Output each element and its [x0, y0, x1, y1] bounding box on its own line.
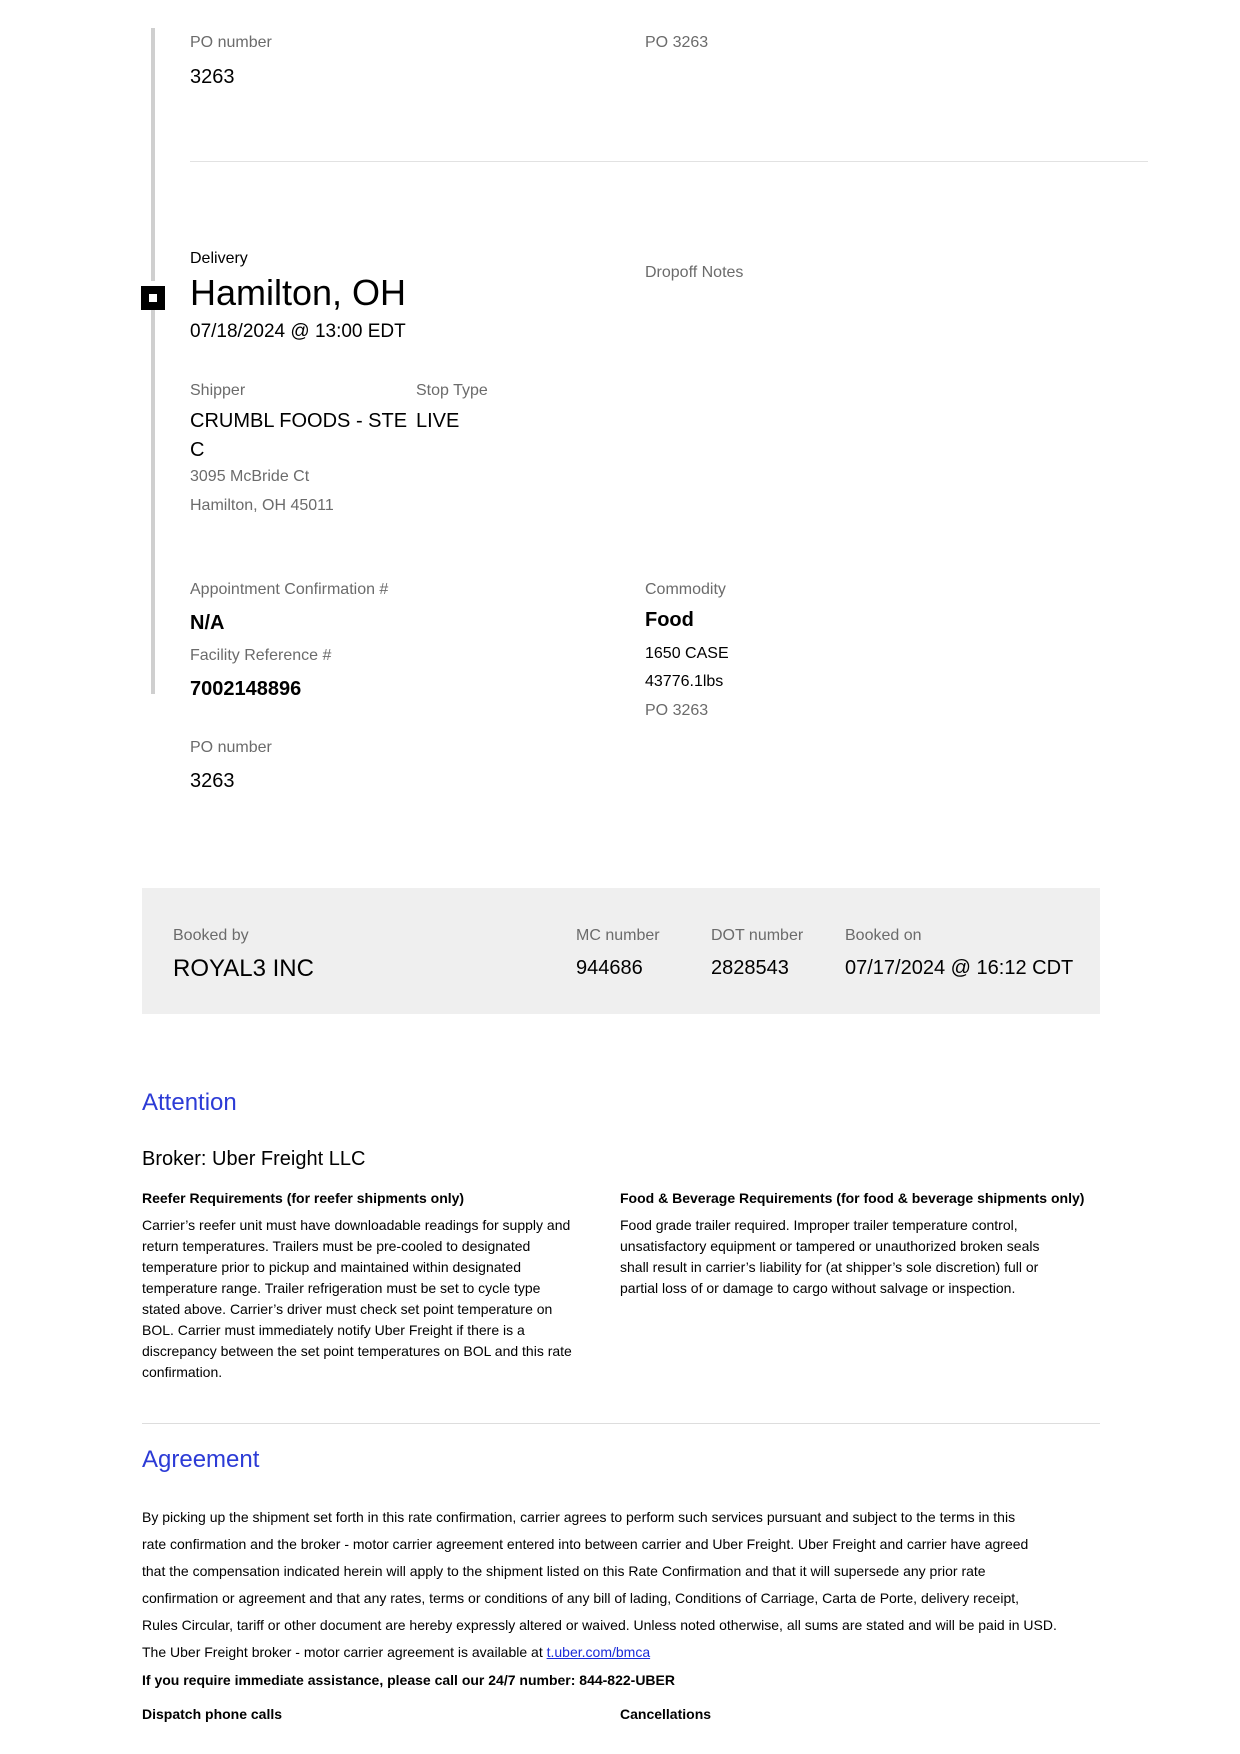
delivery-city: Hamilton, OH: [190, 272, 407, 313]
text-line: discrepancy between the set point temperatures on BOL and this rate: [142, 1343, 572, 1359]
cancellations-title: Cancellations: [620, 1706, 712, 1722]
mc-number-value: 944686: [576, 957, 643, 979]
text-line: that the compensation indicated herein will apply to the shipment listed on this Rate Confirmation and that it will supersede any prior rate: [142, 1563, 986, 1579]
broker-name: Broker: Uber Freight LLC: [142, 1148, 366, 1170]
divider: [190, 161, 1148, 162]
booking-panel: [142, 888, 1100, 1014]
po-number-label: PO number: [190, 739, 272, 756]
agreement-text: [142, 1504, 1102, 1666]
dispatch-calls-title: Dispatch phone calls: [142, 1706, 283, 1722]
shipper-name-line: C: [190, 439, 205, 461]
appointment-value: N/A: [190, 612, 225, 634]
agreement-link-prefix: The Uber Freight broker - motor carrier agreement is available at: [142, 1644, 547, 1660]
booked-on-value: 07/17/2024 @ 16:12 CDT: [845, 957, 1074, 979]
appointment-label: Appointment Confirmation #: [190, 581, 389, 598]
commodity-po: PO 3263: [645, 702, 709, 719]
facility-reference-value: 7002148896: [190, 678, 302, 700]
timeline-line: [151, 307, 155, 694]
timeline-line: [151, 28, 155, 281]
booked-on-label: Booked on: [845, 927, 922, 944]
commodity-value: Food: [645, 609, 694, 631]
text-line: By picking up the shipment set forth in this rate confirmation, carrier agrees to perform such services pursuant and subject to the terms in this: [142, 1509, 1016, 1525]
facility-reference-label: Facility Reference #: [190, 647, 332, 664]
text-line: Carrier’s reefer unit must have downloadable readings for supply and: [142, 1217, 571, 1233]
po-reference: PO 3263: [645, 34, 709, 51]
text-line: rate confirmation and the broker - motor carrier agreement entered into between carrier and Uber Freight. Uber Freight and carrier have agreed: [142, 1536, 1029, 1552]
bmca-link[interactable]: t.uber.com/bmca: [546, 1644, 651, 1660]
po-number-value: 3263: [190, 66, 235, 88]
attention-title: Attention: [142, 1089, 237, 1116]
stop-type-value: LIVE: [416, 410, 460, 432]
text-line: temperature range. Trailer refrigeration must be set to cycle type: [142, 1280, 541, 1296]
text-line: partial loss of or damage to cargo without salvage or inspection.: [620, 1280, 1016, 1296]
text-line: temperature prior to pickup and maintained within designated: [142, 1259, 522, 1275]
shipper-address-line2: Hamilton, OH 45011: [190, 497, 334, 514]
text-line: stated above. Carrier’s driver must check set point temperature on: [142, 1301, 553, 1317]
dropoff-notes-label: Dropoff Notes: [645, 264, 744, 281]
food-requirements-title: Food & Beverage Requirements (for food & beverage shipments only): [620, 1190, 1085, 1206]
text-line: Food grade trailer required. Improper trailer temperature control,: [620, 1217, 1018, 1233]
mc-number-label: MC number: [576, 927, 660, 944]
text-line: Rules Circular, tariff or other document are hereby expressly altered or waived. Unless noted otherwise, all sums are stated and will be paid in USD.: [142, 1617, 1057, 1633]
shipper-address-line1: 3095 McBride Ct: [190, 468, 310, 485]
shipper-name: [190, 410, 407, 462]
commodity-label: Commodity: [645, 581, 726, 598]
po-number-label: PO number: [190, 34, 272, 51]
divider: [142, 1423, 1100, 1424]
text-line: shall result in carrier’s liability for (at shipper’s sole discretion) full or: [620, 1259, 1039, 1275]
text-line: [142, 1639, 1102, 1666]
reefer-requirements-text: [142, 1215, 612, 1383]
stop-type-heading: Delivery: [190, 250, 248, 267]
agreement-title: Agreement: [142, 1446, 260, 1473]
text-line: confirmation.: [142, 1364, 223, 1380]
text-line: confirmation or agreement and that any rates, terms or conditions of any bill of lading, Conditions of Carriage, Carta de Porte, delivery receipt,: [142, 1590, 1020, 1606]
dot-number-label: DOT number: [711, 927, 804, 944]
text-line: unsatisfactory equipment or tampered or unauthorized broken seals: [620, 1238, 1040, 1254]
shipper-label: Shipper: [190, 382, 246, 399]
text-line: return temperatures. Trailers must be pre-cooled to designated: [142, 1238, 531, 1254]
stop-marker-icon: [141, 286, 165, 310]
assistance-note: If you require immediate assistance, please call our 24/7 number: 844-822-UBER: [142, 1672, 675, 1688]
booked-by-label: Booked by: [173, 927, 249, 944]
stop-type-label: Stop Type: [416, 382, 488, 399]
commodity-weight: 43776.1lbs: [645, 673, 724, 690]
po-number-value: 3263: [190, 770, 235, 792]
text-line: BOL. Carrier must immediately notify Uber Freight if there is a: [142, 1322, 525, 1338]
food-requirements-text: [620, 1215, 1100, 1299]
shipper-name-line: CRUMBL FOODS - STE: [190, 410, 408, 432]
delivery-datetime: 07/18/2024 @ 13:00 EDT: [190, 321, 406, 342]
commodity-quantity: 1650 CASE: [645, 645, 729, 662]
booked-by-value: ROYAL3 INC: [173, 955, 314, 982]
reefer-requirements-title: Reefer Requirements (for reefer shipments only): [142, 1190, 465, 1206]
dot-number-value: 2828543: [711, 957, 789, 979]
